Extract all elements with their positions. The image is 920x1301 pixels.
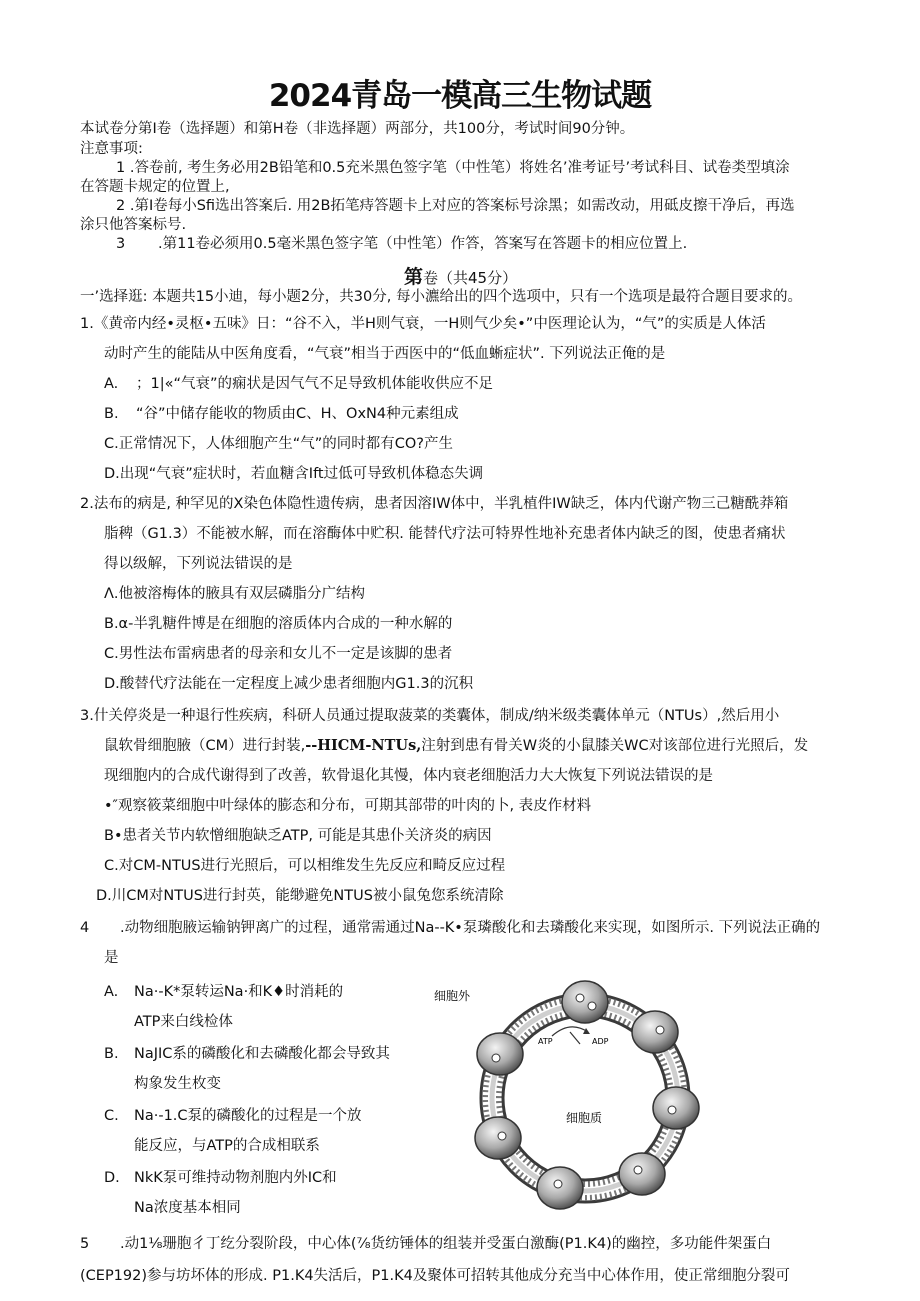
- q1-option-a: ；1|«“气衰”的痫状是因气气不足导致机体能收供应不足: [136, 376, 494, 392]
- notes-header: 注意事项:: [80, 141, 143, 157]
- q4-option-d: NkK泵可维持动物剂胞内外IC和: [134, 1170, 337, 1186]
- q4-stem-cont: 是: [104, 950, 119, 966]
- q1-option-b: “谷”中储存能收的物质由C、H、OxN4种元素组成: [136, 406, 459, 422]
- q3-option-b: B•患者关节内软憎细胞缺乏ATP, 可能是其患仆关济炎的病因: [104, 828, 492, 844]
- q4-option-b-cont: 构象发生枚变: [134, 1076, 221, 1092]
- q3-stem-cont2: 现细胞内的合成代谢得到了改善，软骨退化其慢，体内衰老细胞活力大大恢复下列说法错误的是: [104, 768, 713, 784]
- q1-option-b-label: B.: [104, 406, 119, 422]
- note-2: 2 .第I卷每小Sfi选出答案后. 用2B拓笔痔答题卡上对应的答案标号涂黑；如需改动，用砥皮擦干净后，再选: [116, 198, 795, 214]
- section-label: 第: [404, 266, 424, 288]
- pump-protein: [562, 981, 608, 1023]
- q3-option-d: D.川CM对NTUS进行封英，能缈避免NTUS被小鼠兔您系统清除: [96, 888, 504, 904]
- q3-option-c: C.对CM-NTUS进行光照后，可以相维发生先反应和畸反应过程: [104, 858, 506, 874]
- note-3-number: 3: [116, 236, 126, 252]
- q3-stem-part2: 注射到患有骨关W炎的小鼠膝关WC对该部位进行光照后，发: [421, 738, 809, 754]
- intro-line: 本试卷分第I卷（选择题）和第H卷（非选择题）两部分，共100分，考试时间90分钟。: [80, 121, 635, 137]
- q4-option-c-label: C.: [104, 1108, 119, 1124]
- q2-stem: 2.法布的病是, 种罕见的X染色体隐性遗传病，患者因溶IW体中，半乳植件IW缺乏，体内代谢产物三己糖酰莽箱: [80, 496, 789, 512]
- section-rest: 卷（共45分）: [423, 269, 518, 287]
- q3-stem-cont: [104, 736, 808, 756]
- q4-option-b-label: B.: [104, 1046, 119, 1062]
- q2-option-d: D.酸替代疗法能在一定程度上减少患者细胞内G1.3的沉积: [104, 676, 474, 692]
- atp-label: ATP: [538, 1037, 553, 1046]
- note-1-cont: 在答题卡规定的位置上,: [80, 179, 230, 195]
- q2-option-a: Λ.他被溶梅体的腋具有双层磷脂分广结构: [104, 586, 366, 602]
- q1-stem: 1.《黄帝内经•灵枢•五味》日：“谷不入，半H则气衰，一H则气少矣•”中医理论认为，“气”的实质是人体活: [80, 316, 766, 332]
- page-title: 2024青岛一模高三生物试题: [268, 78, 652, 114]
- q5-stem: .动1⅛珊胞彳丁纥分裂阶段，中心体(⅞货纺锤体的组装并受蛋白激酶(P1.K4)的幽控，多功能件架蛋白: [120, 1236, 772, 1252]
- q5-stem-cont: (CEP192)参与坊坏体的形成. P1.K4失活后，P1.K4及聚体可招转其他成分充当中心体作用，使正常细胞分裂可: [80, 1268, 790, 1284]
- pump-protein: [632, 1011, 678, 1053]
- q4-option-a-cont: ATP来白线检体: [134, 1014, 233, 1030]
- q5-number: 5: [80, 1236, 90, 1252]
- q4-option-d-label: D.: [104, 1170, 120, 1186]
- extracellular-label: 细胞外: [434, 989, 471, 1003]
- q2-stem-cont2: 得以级解，下列说法错误的是: [104, 556, 293, 572]
- q4-option-c: Na·-1.C泵的磷酸化的过程是一个放: [134, 1108, 362, 1124]
- q4-option-c-cont: 能反应，与ATP的合成相联系: [134, 1138, 320, 1154]
- pump-protein: [477, 1033, 523, 1075]
- adp-label: ADP: [592, 1037, 609, 1046]
- q2-option-b: B.α-半乳糖件博是在细胞的溶质体内合成的一种水解的: [104, 616, 453, 632]
- q3-stem: 3.什关停炎是一种退行性疾病，科研人员通过提取菠菜的类囊体，制成/纳米级类囊体单元（NTUs）,然后用小: [80, 708, 780, 724]
- q1-option-d: D.出现“气衰”症状时，若血糖含Ift过低可导致机体稳态失调: [104, 466, 484, 482]
- q2-option-c: C.男性法布雷病患者的母亲和女儿不一定是该脚的患者: [104, 646, 453, 662]
- q1-option-a-label: A.: [104, 376, 119, 392]
- q4-option-d-cont: Na浓度基本相同: [134, 1200, 241, 1216]
- q2-stem-cont: 脂稗（G1.3）不能被水解，而在溶酶体中贮积. 能替代疗法可特界性地补充患者体内缺乏的图，使患者痛状: [104, 526, 786, 542]
- note-2-cont: 涂只他答案标号.: [80, 217, 187, 233]
- q4-stem: .动物细胞腋运输钠钾离广的过程，通常需通过Na--K•泵璘酸化和去璘酸化来实现，如图所示. 下列说法正确的: [120, 920, 821, 936]
- q4-option-b: NaJIC系的磷酸化和去磷酸化都会导致其: [134, 1046, 390, 1062]
- section-instructions: 一’选择逛: 本题共15小迪，每小题2分，共30分, 每小瀌给出的四个选项中，只有一个选项是最符合题目要求的。: [80, 289, 802, 305]
- q3-stem-part1: 鼠软骨细胞腋（CM）进行封装,: [104, 738, 306, 754]
- q3-option-a: •″观察筱菜细胞中叶绿体的膨态和分布，可期其部带的叶肉的卜, 表皮作材料: [104, 798, 592, 814]
- q4-number: 4: [80, 920, 90, 936]
- section-header: [404, 262, 517, 289]
- q4-option-a: Na·-K*泵转运Na·和K♦时消耗的: [134, 984, 344, 1000]
- pump-protein: [619, 1153, 665, 1195]
- q4-option-a-label: A.: [104, 984, 119, 1000]
- na-k-pump-figure: [420, 970, 750, 1210]
- q1-stem-cont: 动时产生的能陆从中医角度看，“气衰”相当于西医中的“低血蜥症状”. 下列说法正俺的是: [104, 346, 666, 362]
- cytoplasm-label: 细胞质: [566, 1111, 603, 1125]
- q1-option-c: C.正常情况下，人体细胞产生“气”的同时都有CO?产生: [104, 436, 453, 452]
- note-1: 1 .答卷前, 考生务必用2B铅笔和0.5充米黑色签字笔（中性笔）将姓名’准考证号’考试科目、试卷类型填涂: [116, 160, 790, 176]
- q3-stem-bold: --HICM-NTUs,: [305, 737, 422, 754]
- note-3: .第11卷必须用0.5毫米黑色签字笔（中性笔）作答，答案写在答题卡的相应位置上.: [158, 236, 688, 252]
